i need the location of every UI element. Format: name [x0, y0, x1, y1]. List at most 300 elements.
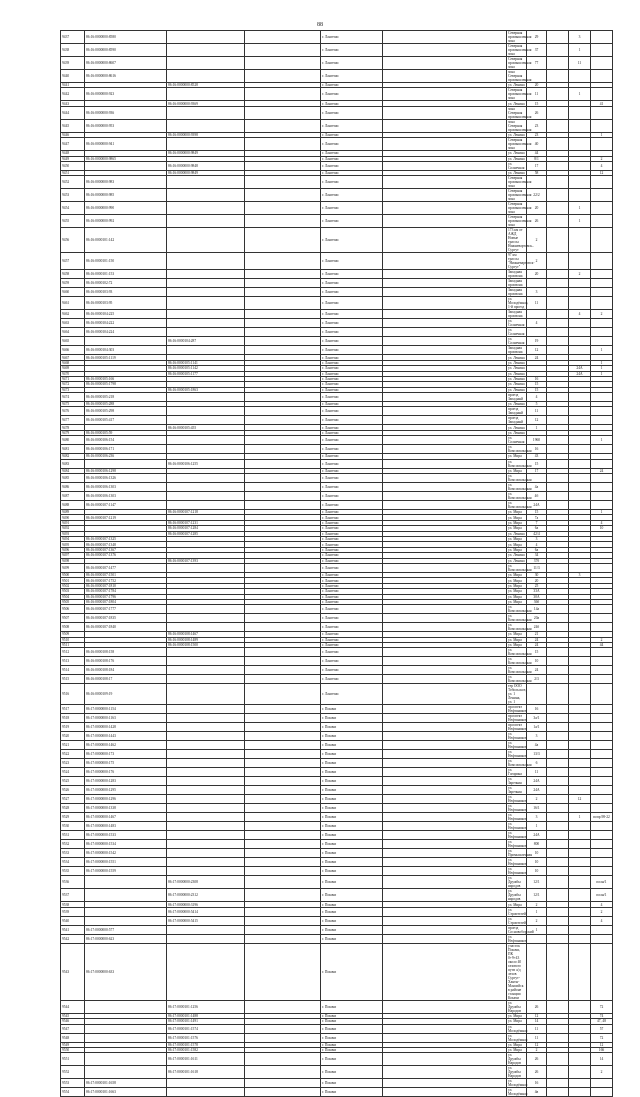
cadastral-number-land-cell: 86:16:0000107:1784 — [85, 589, 167, 594]
settlement-cell: г. Лангепас — [321, 346, 383, 355]
district-cell — [383, 759, 507, 768]
structure-cell — [569, 436, 591, 445]
apartment-cell — [591, 297, 613, 310]
house-number-cell: 10 — [527, 858, 547, 867]
street-cell: ул. Ленина — [508, 531, 525, 536]
cadastral-number-land-cell: 86:17:0000000:1283 — [85, 777, 167, 786]
district-cell — [383, 675, 507, 684]
structure-cell — [569, 666, 591, 675]
street-cell: ул. Комсомольская — [508, 623, 532, 632]
structure-cell — [569, 684, 591, 705]
settlement-cell: г. Покачи — [321, 907, 383, 916]
settlement-cell: г. Лангепас — [321, 360, 383, 365]
row-number-cell: 9447 — [61, 138, 85, 151]
street-cell: ул. Мира — [507, 1013, 527, 1018]
structure-cell — [569, 416, 591, 425]
cadastral-number-room-cell — [245, 337, 321, 346]
cadastral-number-land-cell: 86:17:0000000:1154 — [85, 705, 167, 714]
cadastral-number-building-cell — [167, 705, 245, 714]
district-cell — [383, 474, 507, 483]
building-cell — [547, 732, 569, 741]
apartment-cell: 1 — [591, 436, 613, 445]
settlement-cell: г. Лангепас — [321, 416, 383, 425]
cadastral-number-building-cell — [167, 88, 245, 101]
district-cell — [383, 202, 507, 215]
cadastral-number-room-cell — [245, 741, 321, 750]
street-cell: ул. Мира — [507, 643, 527, 648]
cadastral-number-building-cell — [167, 176, 245, 189]
cadastral-number-land-cell: 86:17:0000000:1559 — [85, 867, 167, 876]
settlement-cell: г. Покачи — [321, 1000, 383, 1013]
house-number-cell: 15 — [527, 382, 547, 387]
cadastral-number-room-cell — [245, 1000, 321, 1013]
house-number-cell: 24А — [527, 831, 547, 840]
table-row — [61, 858, 613, 867]
row-number-cell: 9540 — [61, 916, 85, 925]
cadastral-number-room-cell — [245, 288, 321, 297]
district-cell — [383, 840, 507, 849]
house-number-cell: 4 — [527, 319, 547, 328]
building-cell — [547, 943, 569, 1000]
house-number-cell: 26 — [527, 215, 547, 228]
row-number-cell: 9441 — [61, 83, 85, 88]
house-number-cell: 77 — [527, 57, 547, 70]
row-number-cell: 9491 — [61, 520, 85, 525]
house-number-cell: 20 — [527, 270, 547, 279]
district-cell — [383, 1024, 507, 1033]
row-number-cell: 9450 — [61, 161, 85, 170]
structure-cell — [569, 777, 591, 786]
building-cell — [547, 916, 569, 925]
cadastral-number-building-cell — [167, 119, 245, 132]
street-cell: ул. Промышленная — [508, 849, 533, 858]
cadastral-number-building-cell — [167, 106, 245, 119]
cadastral-number-land-cell: 86:17:0000101:1658 — [85, 1079, 167, 1088]
building-cell — [547, 501, 569, 510]
street-cell: ул. Ленина — [508, 387, 525, 392]
street-cell: ул. Мира — [507, 572, 527, 577]
row-number-cell: 9538 — [61, 902, 85, 907]
row-number-cell: 9482 — [61, 454, 85, 459]
cadastral-number-room-cell — [245, 44, 321, 57]
apartment-cell — [591, 675, 613, 684]
cadastral-number-building-cell: 86:16:0000000:9849 — [167, 151, 245, 156]
street-cell: ул. Мира — [507, 1048, 527, 1053]
district-cell — [383, 623, 507, 632]
street-cell: Северная промышленная зона — [508, 31, 532, 43]
house-number-cell: 2 — [527, 902, 547, 907]
house-number-cell: 1 — [527, 925, 547, 934]
street-cell: ул. Мира — [507, 515, 527, 520]
settlement-cell: г. Лангепас — [321, 387, 383, 392]
building-cell — [547, 189, 569, 202]
house-number-cell: 800 — [527, 840, 547, 849]
street-cell: ул. Комсомольская — [508, 474, 532, 483]
structure-cell — [569, 657, 591, 666]
district-cell — [383, 563, 507, 572]
settlement-cell: г. Лангепас — [321, 176, 383, 189]
cadastral-number-building-cell — [167, 492, 245, 501]
street-cell: ул. Ленина — [508, 377, 525, 382]
apartment-cell: 24 — [591, 468, 613, 473]
table-row — [61, 768, 613, 777]
row-number-cell: 9549 — [61, 1042, 85, 1047]
street-cell: ул. Комсомольская — [508, 614, 532, 623]
street-cell: ул. Комсомольская — [508, 563, 532, 572]
building-cell — [547, 723, 569, 732]
cadastral-number-building-cell: 86:17:0000101:1618 — [167, 1066, 245, 1079]
settlement-cell: г. Покачи — [321, 1013, 383, 1018]
district-cell — [383, 705, 507, 714]
street-cell: ул. Комсомольская — [508, 675, 532, 684]
house-number-cell: 1а/1 — [527, 723, 547, 732]
house-number-cell: 15 — [527, 459, 547, 468]
cadastral-number-room-cell — [245, 483, 321, 492]
cadastral-number-room-cell — [245, 57, 321, 70]
apartment-cell — [591, 319, 613, 328]
settlement-cell: г. Покачи — [321, 831, 383, 840]
street-cell: ул. Мира — [507, 594, 527, 599]
street-cell: ул. Солнечная — [507, 328, 527, 337]
apartment-cell — [591, 934, 613, 943]
settlement-cell: г. Покачи — [321, 768, 383, 777]
cadastral-number-land-cell: 86:16:0000101:142 — [85, 228, 167, 253]
building-cell — [547, 393, 569, 402]
settlement-cell: г. Лангепас — [321, 366, 383, 371]
street-cell: ул. Дружбы народов — [507, 876, 527, 889]
cadastral-number-building-cell — [167, 189, 245, 202]
cadastral-number-room-cell — [245, 867, 321, 876]
building-cell — [547, 445, 569, 454]
structure-cell: 11 — [569, 57, 591, 70]
district-cell — [383, 907, 507, 916]
settlement-cell: г. Покачи — [321, 916, 383, 925]
cadastral-number-room-cell — [245, 346, 321, 355]
house-number-cell: 24б — [527, 623, 547, 632]
cadastral-number-land-cell: 86:16:0000104:224 — [85, 328, 167, 337]
apartment-cell — [591, 416, 613, 425]
house-number-cell: 20а — [527, 614, 547, 623]
building-cell — [547, 867, 569, 876]
house-number-cell — [527, 943, 547, 1000]
apartment-cell — [591, 822, 613, 831]
cadastral-number-land-cell: 86:17:0000000:1295 — [85, 786, 167, 795]
settlement-cell: г. Покачи — [321, 1079, 383, 1088]
building-cell — [547, 228, 569, 253]
cadastral-number-room-cell — [245, 813, 321, 822]
apartment-cell: 4 — [591, 520, 613, 525]
settlement-cell: г. Покачи — [321, 934, 383, 943]
cadastral-number-land-cell: 86:16:0000105:59 — [85, 430, 167, 435]
apartment-cell — [591, 867, 613, 876]
street-cell: ул. Комсомольская — [508, 759, 532, 768]
apartment-cell — [591, 337, 613, 346]
cadastral-number-land-cell: 86:16:0000108:17 — [85, 675, 167, 684]
district-cell — [383, 741, 507, 750]
house-number-cell: 37б — [527, 558, 547, 563]
building-cell — [547, 714, 569, 723]
structure-cell — [569, 1024, 591, 1033]
structure-cell — [569, 648, 591, 657]
street-cell: Западная промзона — [507, 279, 527, 288]
settlement-cell: г. Лангепас — [321, 83, 383, 88]
street-cell: тер ООО Тобольское, ул. 1 Ленина, ул. 1 — [508, 684, 527, 705]
cadastral-number-room-cell — [245, 202, 321, 215]
building-cell — [547, 328, 569, 337]
building-cell — [547, 474, 569, 483]
apartment-cell — [591, 1079, 613, 1088]
district-cell — [383, 648, 507, 657]
row-number-cell: 9479 — [61, 430, 85, 435]
table-row — [61, 337, 613, 346]
settlement-cell: г. Лангепас — [321, 393, 383, 402]
building-cell — [547, 288, 569, 297]
structure-cell — [569, 741, 591, 750]
table-row — [61, 31, 613, 44]
district-cell — [383, 822, 507, 831]
cadastral-number-building-cell — [167, 623, 245, 632]
cadastral-number-building-cell: 86:16:0000106:1255 — [167, 459, 245, 468]
row-number-cell: 9481 — [61, 445, 85, 454]
structure-cell — [569, 119, 591, 132]
street-cell: ул. Мира — [507, 526, 527, 531]
row-number-cell: 9522 — [61, 750, 85, 759]
table-row — [61, 943, 613, 1000]
settlement-cell: г. Покачи — [321, 804, 383, 813]
apartment-cell: 2 — [591, 310, 613, 319]
settlement-cell: г. Лангепас — [321, 599, 383, 604]
cadastral-number-land-cell: 86:16:0000106:154 — [85, 436, 167, 445]
settlement-cell: г. Лангепас — [321, 468, 383, 473]
district-cell — [383, 943, 507, 1000]
table-row — [61, 253, 613, 270]
apartment-cell: попр.98-22 — [591, 813, 613, 822]
house-number-cell: 34 — [527, 553, 547, 558]
cadastral-number-land-cell: 86:17:0000000:1483 — [85, 822, 167, 831]
house-number-cell: 37 — [527, 44, 547, 57]
cadastral-number-land-cell: 86:16:0000104:225 — [85, 310, 167, 319]
cadastral-number-land-cell: 86:16:0000102:72 — [85, 279, 167, 288]
district-cell — [383, 189, 507, 202]
building-cell — [547, 605, 569, 614]
cadastral-number-building-cell: 86:17:0000101:1256 — [167, 1000, 245, 1013]
cadastral-number-building-cell — [167, 934, 245, 943]
table-row — [61, 492, 613, 501]
street-cell: ул. Мира — [507, 589, 527, 594]
row-number-cell: 9473 — [61, 387, 85, 392]
row-number-cell: 9530 — [61, 822, 85, 831]
settlement-cell: г. Покачи — [321, 1053, 383, 1066]
cadastral-number-building-cell — [167, 750, 245, 759]
cadastral-number-room-cell — [245, 563, 321, 572]
row-number-cell: 9524 — [61, 768, 85, 777]
cadastral-number-building-cell: 86:16:0000108:1489 — [167, 637, 245, 642]
apartment-cell: 44 — [591, 643, 613, 648]
cadastral-number-land-cell: 86:16:0000107:1840 — [85, 623, 167, 632]
building-cell — [547, 750, 569, 759]
street-cell: ул. Дружбы Народов — [507, 1000, 527, 1013]
building-cell — [547, 876, 569, 889]
row-number-cell: 9461 — [61, 297, 85, 310]
cadastral-number-land-cell: 86:16:0000105:218 — [85, 393, 167, 402]
house-number-cell: 16/1 — [527, 804, 547, 813]
district-cell — [383, 876, 507, 889]
district-cell — [383, 605, 507, 614]
apartment-cell — [591, 492, 613, 501]
structure-cell — [569, 750, 591, 759]
street-cell: проспект Нефтяников — [508, 705, 527, 714]
house-number-cell: 4 — [527, 542, 547, 547]
apartment-cell — [591, 393, 613, 402]
cadastral-number-room-cell — [245, 119, 321, 132]
house-number-cell: 19 — [527, 337, 547, 346]
cadastral-number-room-cell — [245, 822, 321, 831]
table-row — [61, 684, 613, 705]
cadastral-number-building-cell: 86:17:0000101:1488 — [167, 1013, 245, 1018]
building-cell — [547, 648, 569, 657]
apartment-cell — [591, 445, 613, 454]
settlement-cell: г. Лангепас — [321, 515, 383, 520]
building-cell — [547, 858, 569, 867]
district-cell — [383, 614, 507, 623]
structure-cell: 3 — [569, 31, 591, 44]
district-cell — [383, 934, 507, 943]
table-row — [61, 714, 613, 723]
settlement-cell: г. Лангепас — [321, 138, 383, 151]
district-cell — [383, 445, 507, 454]
district-cell — [383, 858, 507, 867]
building-cell — [547, 1000, 569, 1013]
district-cell — [383, 831, 507, 840]
settlement-cell: г. Покачи — [321, 1033, 383, 1042]
cadastral-number-land-cell: 86:16:0000106:1303 — [85, 492, 167, 501]
settlement-cell: г. Лангепас — [321, 531, 383, 536]
row-number-cell: 9536 — [61, 876, 85, 889]
apartment-cell — [591, 795, 613, 804]
cadastral-number-land-cell: 86:16:0000000:923 — [85, 88, 167, 101]
street-cell: ул. Мира — [507, 902, 527, 907]
row-number-cell: 9451 — [61, 170, 85, 175]
street-cell: ул. Мира — [507, 468, 527, 473]
row-number-cell: 9503 — [61, 589, 85, 594]
cadastral-number-land-cell: 86:16:0000107:1501 — [85, 572, 167, 577]
house-number-cell: 3 — [527, 813, 547, 822]
house-number-cell: 23 — [527, 132, 547, 137]
apartment-cell — [591, 189, 613, 202]
row-number-cell: 9504 — [61, 594, 85, 599]
street-cell: ул. Гагарина — [507, 768, 527, 777]
street-cell: ул. Ленина — [508, 431, 525, 436]
house-number-cell: 58 — [527, 170, 547, 175]
row-number-cell: 9502 — [61, 583, 85, 588]
building-cell — [547, 675, 569, 684]
table-row — [61, 876, 613, 889]
cadastral-number-building-cell — [167, 822, 245, 831]
structure-cell — [569, 393, 591, 402]
cadastral-number-land-cell: 86:17:0000000:1443 — [85, 732, 167, 741]
house-number-cell: 3 — [527, 288, 547, 297]
table-row — [61, 605, 613, 614]
district-cell — [383, 297, 507, 310]
row-number-cell: 9545 — [61, 1013, 85, 1018]
house-number-cell: 22/2 — [527, 189, 547, 202]
settlement-cell: г. Покачи — [321, 813, 383, 822]
apartment-cell — [591, 288, 613, 297]
cadastral-number-building-cell: 86:17:0000000:5415 — [167, 916, 245, 925]
cadastral-number-building-cell: 86:16:0000000:9369 — [167, 101, 245, 106]
street-cell: ул. Ленина — [508, 382, 525, 387]
apartment-cell — [591, 474, 613, 483]
street-cell: ул. Комсомольская — [508, 666, 532, 675]
cadastral-number-room-cell — [245, 684, 321, 705]
row-number-cell: 9476 — [61, 407, 85, 416]
house-number-cell: 3а/1 — [527, 714, 547, 723]
cadastral-number-land-cell: 86:16:0000107:1376 — [85, 553, 167, 558]
building-cell — [547, 483, 569, 492]
cadastral-number-land-cell: 86:17:0000000:1551 — [85, 858, 167, 867]
row-number-cell: 9470 — [61, 371, 85, 376]
cadastral-number-building-cell — [167, 614, 245, 623]
apartment-cell — [591, 684, 613, 705]
building-cell — [547, 563, 569, 572]
apartment-cell — [591, 943, 613, 1000]
cadastral-number-land-cell: 86:16:0000103:95 — [85, 297, 167, 310]
cadastral-number-land-cell: 86:16:0000107:1835 — [85, 614, 167, 623]
row-number-cell: 9535 — [61, 867, 85, 876]
table-row — [61, 407, 613, 416]
cadastral-number-room-cell — [245, 88, 321, 101]
settlement-cell: г. Покачи — [321, 858, 383, 867]
cadastral-number-building-cell — [167, 44, 245, 57]
cadastral-number-building-cell — [167, 393, 245, 402]
row-number-cell: 9445 — [61, 119, 85, 132]
row-number-cell: 9467 — [61, 355, 85, 360]
house-number-cell: 16 — [527, 705, 547, 714]
street-cell: зона Северная промышленная — [508, 106, 532, 119]
cadastral-number-building-cell — [167, 407, 245, 416]
cadastral-number-building-cell — [167, 288, 245, 297]
row-number-cell: 9497 — [61, 553, 85, 558]
table-row — [61, 1000, 613, 1013]
house-number-cell — [527, 310, 547, 319]
street-cell: ул. Заречная — [507, 786, 527, 795]
cadastral-number-building-cell: 86:16:0000000:9848 — [167, 161, 245, 170]
district-cell — [383, 1053, 507, 1066]
row-number-cell: 9484 — [61, 468, 85, 473]
row-number-cell: 9511 — [61, 643, 85, 648]
house-number-cell: 40 — [527, 138, 547, 151]
settlement-cell: г. Лангепас — [321, 666, 383, 675]
row-number-cell: 9488 — [61, 501, 85, 510]
cadastral-number-building-cell — [167, 723, 245, 732]
table-row — [61, 88, 613, 101]
structure-cell: 1 — [569, 215, 591, 228]
table-row — [61, 907, 613, 916]
row-number-cell: 9460 — [61, 288, 85, 297]
apartment-cell: полн/1 — [591, 876, 613, 889]
apartment-cell: 12 — [591, 1042, 613, 1047]
cadastral-number-land-cell: 86:16:0000000:8607 — [85, 57, 167, 70]
table-row — [61, 732, 613, 741]
table-row — [61, 57, 613, 70]
building-cell — [547, 822, 569, 831]
apartment-cell — [591, 270, 613, 279]
cadastral-number-land-cell: 86:16:0000107:1796 — [85, 594, 167, 599]
table-row — [61, 675, 613, 684]
street-cell: ул. Мира — [507, 637, 527, 642]
settlement-cell: г. Лангепас — [321, 119, 383, 132]
cadastral-number-building-cell — [167, 501, 245, 510]
